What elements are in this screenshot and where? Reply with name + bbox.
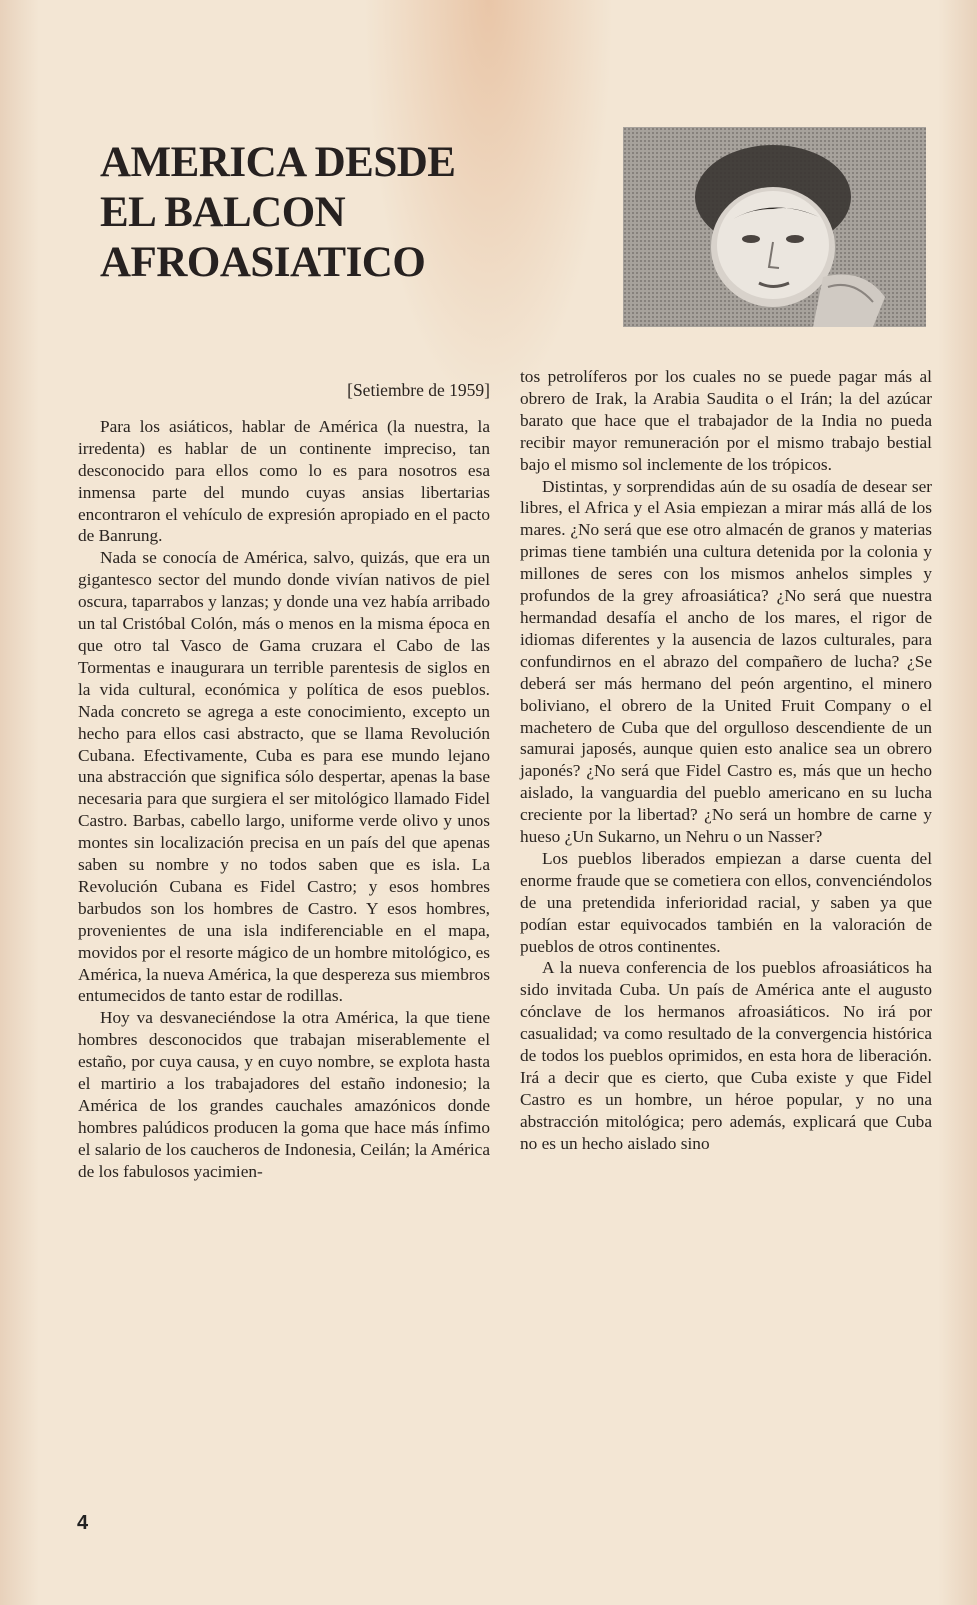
portrait-illustration [623,127,926,327]
paragraph: Nada se conocía de América, salvo, quizás, que era un gigantesco sector del mundo donde vivían nativos de piel oscura, taparrabos y lanzas; y donde una vez había arribado un tal Cristóbal Colón, más o menos en la misma época en que otro tal Vasco de Gama cruzara el Cabo de las Tormentas e inaugurara un terrible parentesis de siglos en la vida cultural, económica y política de esos pueblos. Nada concreto se agrega a este conocimiento, excepto un hecho para ellos casi abstracto, que se llama Revolución Cubana. Efectivamente, Cuba es para ese mundo lejano una abstracción que significa sólo despertar, apenas la base necesaria para que surgiera el ser mitológico llamado Fidel Castro. Barbas, cabello largo, uniforme verde olivo y unos montes sin localización precisa en un país del que apenas saben su nombre y no todos saben que es isla. La Revolución Cubana es Fidel Castro; y esos hombres barbudos son los hombres de Castro. Y esos hombres, provenientes de una isla indiferenciable en el mapa, movidos por el resorte mágico de un hombre mitológico, es América, la nueva América, la que despereza sus miembros entumecidos de tanto estar de rodillas. [78,548,490,1006]
portrait-photo [623,127,926,327]
paragraph: Distintas, y sorprendidas aún de su osadía de desear ser libres, el Africa y el Asia empiezan a mirar más allá de los mares. ¿No será que ese otro almacén de granos y materias primas tiene también una cultura detenida por la colonia y millones de seres con los mismos anhelos simples y profundos de la grey afroasiática? ¿No será que nuestra hermandad desafía el ancho de los mares, el rigor de idiomas diferentes y la ausencia de lazos culturales, para confundirnos en el abrazo del compañero de lucha? ¿Se deberá ser más hermano del peón argentino, el minero boliviano, el obrero de la United Fruit Company o el machetero de Cuba que del orgulloso descendiente de un samurai japosés, aunque quien esto analice sea un obrero japonés? ¿No será que Fidel Castro es, más que un hecho aislado, la vanguardia del pueblo americano en su lucha creciente por la libertad? ¿No será un hombre de carne y hueso ¿Un Sukarno, un Nehru o un Nasser? [520,476,932,847]
right-column [520,366,932,1155]
paragraph: Hoy va desvaneciéndose la otra América, la que tiene hombres desconocidos que trabajan miserablemente el estaño, por cuya causa, y en cuyo nombre, se explota hasta el martirio a los trabajadores del estaño indonesio; la América de los grandes cauchales amazónicos donde hombres palúdicos producen la goma que hace más ínfimo el salario de los caucheros de Indonesia, Ceilán; la América de los fabulosos yacimien- [78,1008,490,1181]
paragraph: Para los asiáticos, hablar de América (la nuestra, la irredenta) es hablar de un continente impreciso, tan desconocido para ellos como lo es para nosotros esa inmensa parte del mundo cuyas ansias libertarias encontraron el vehículo de expresión apropiado en el pacto de Banrung. [78,416,490,546]
title-line-3: AFROASIATICO [100,239,426,286]
title-line-1: AMERICA DESDE [100,139,456,186]
left-column [78,368,490,1183]
paragraph: tos petrolíferos por los cuales no se puede pagar más al obrero de Irak, la Arabia Saudita o el Irán; la del azúcar barato que hace que el trabajador de la India no pueda recibir mayor remuneración por el mismo trabajo bestial bajo el mismo sol inclemente de los trópicos. [520,367,932,474]
article-title [100,138,520,288]
title-line-2: EL BALCON [100,189,346,236]
paragraph: Los pueblos liberados empiezan a darse cuenta del enorme fraude que se cometiera con ellos, convenciéndolos de una pretendida inferioridad racial, y saben ya que podían estar equivocados también en la valoración de pueblos de otros continentes. [520,848,932,956]
page-number: 4 [77,1512,89,1534]
article-date: [Setiembre de 1959] [347,380,490,400]
paragraph: A la nueva conferencia de los pueblos afroasiáticos ha sido invitada Cuba. Un país de América ante el augusto cónclave de los hermanos afroasiáticos. No irá por casualidad; va como resultado de la convergencia histórica de todos los pueblos oprimidos, en esta hora de liberación. Irá a decir que es cierto, que Cuba existe y que Fidel Castro es un hombre, un héroe popular, y no una abstracción mitológica; pero además, explicará que Cuba no es un hecho aislado sino [520,958,932,1153]
